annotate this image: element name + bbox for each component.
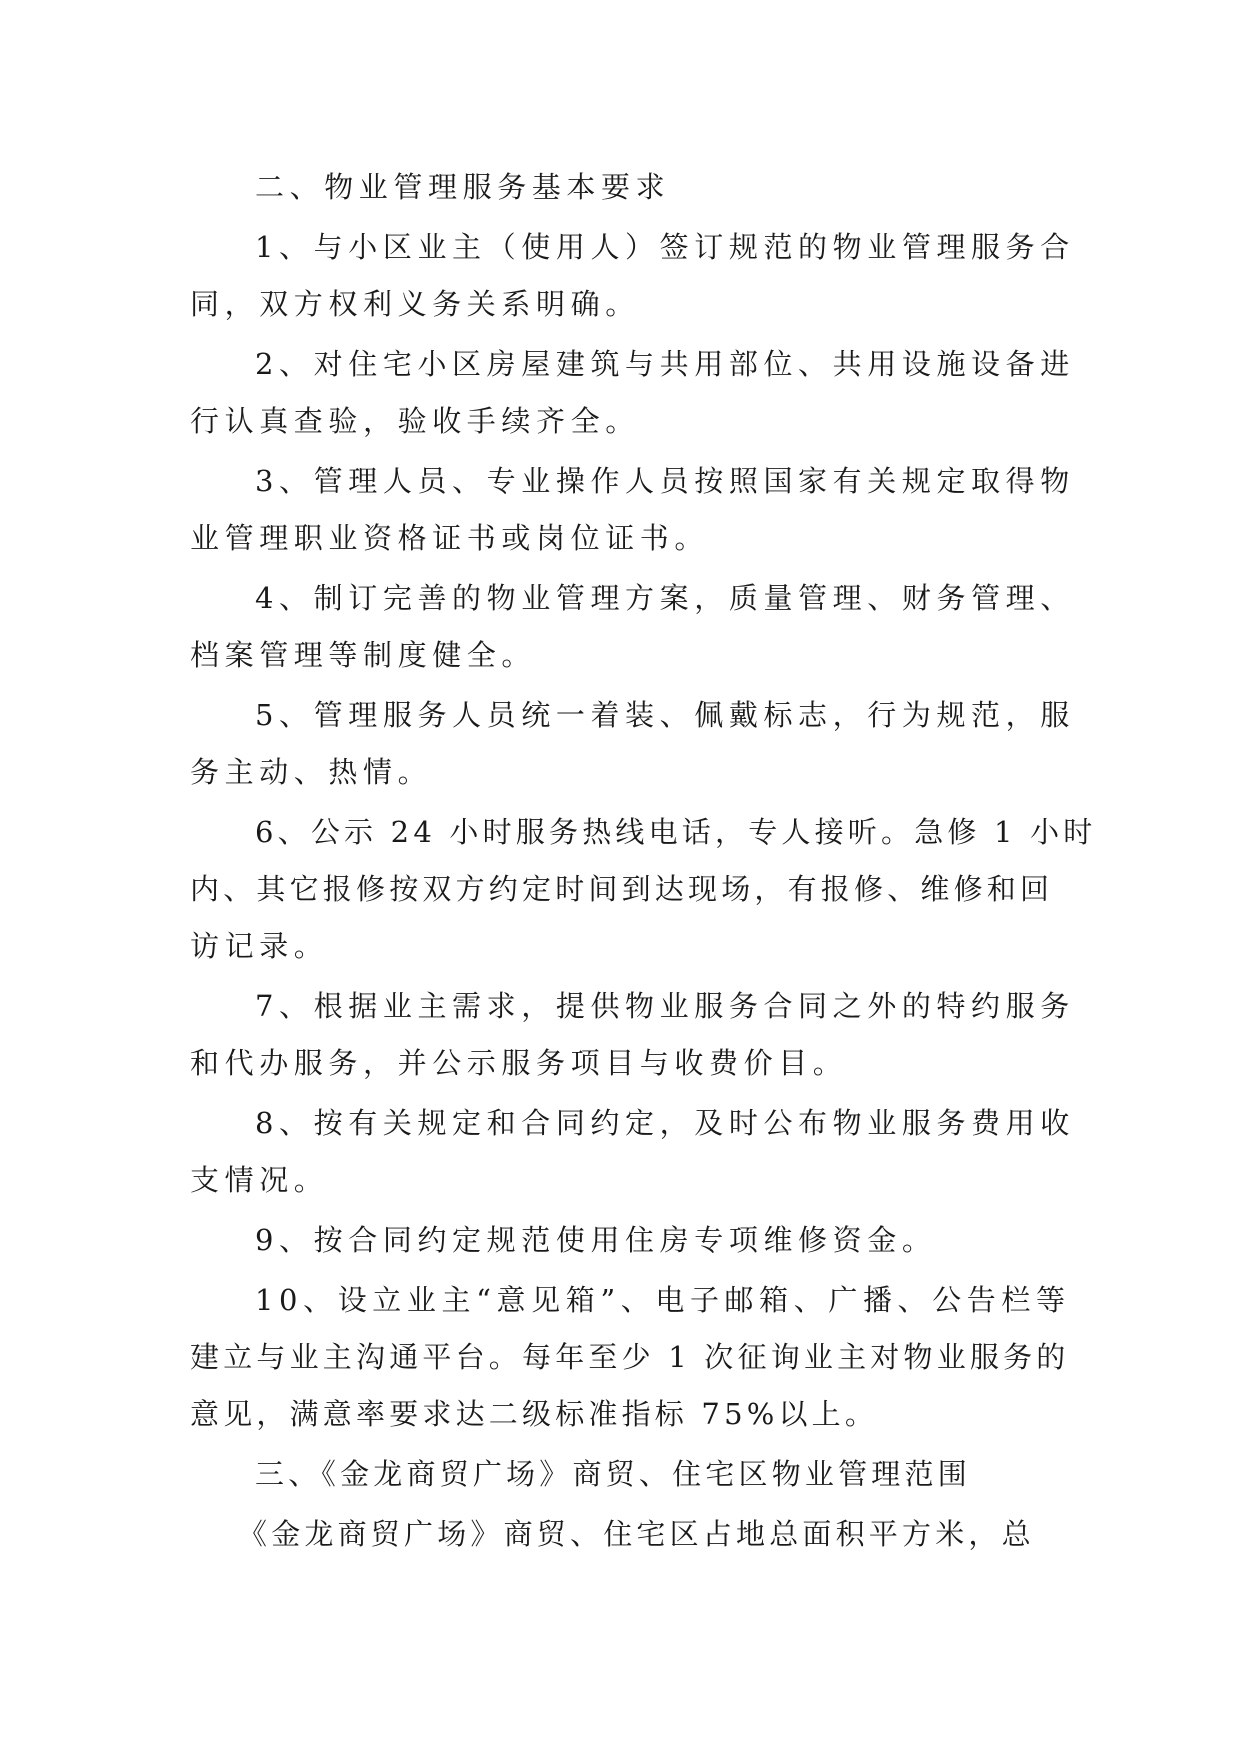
item-5-line-1: 5、管理服务人员统一着装、佩戴标志，行为规范，服 bbox=[255, 698, 1075, 732]
item-3-line-2: 业管理职业资格证书或岗位证书。 bbox=[190, 521, 710, 555]
item-7-line-2: 和代办服务，并公示服务项目与收费价目。 bbox=[190, 1046, 848, 1080]
item-10-line-1: 10、设立业主“意见箱”、电子邮箱、广播、公告栏等 bbox=[255, 1283, 1071, 1317]
item-8-line-2: 支情况。 bbox=[190, 1163, 329, 1197]
item-1-line-2: 同，双方权利义务关系明确。 bbox=[190, 287, 640, 321]
item-6-line-3: 访记录。 bbox=[190, 929, 329, 963]
item-4-line-1: 4、制订完善的物业管理方案，质量管理、财务管理、 bbox=[255, 581, 1075, 615]
section-heading-2: 二、物业管理服务基本要求 bbox=[255, 170, 671, 204]
item-8-line-1: 8、按有关规定和合同约定，及时公布物业服务费用收 bbox=[255, 1106, 1075, 1140]
item-6-line-2: 内、其它报修按双方约定时间到达现场，有报修、维修和回 bbox=[190, 872, 1054, 906]
item-4-line-2: 档案管理等制度健全。 bbox=[190, 638, 537, 672]
item-10-line-2: 建立与业主沟通平台。每年至少 1 次征询业主对物业服务的 bbox=[190, 1340, 1070, 1374]
section-heading-3: 三、《金龙商贸广场》商贸、住宅区物业管理范围 bbox=[255, 1457, 971, 1491]
item-2-line-2: 行认真查验，验收手续齐全。 bbox=[190, 404, 640, 438]
item-2-line-1: 2、对住宅小区房屋建筑与共用部位、共用设施设备进 bbox=[255, 347, 1075, 381]
item-9-line-1: 9、按合同约定规范使用住房专项维修资金。 bbox=[255, 1223, 937, 1257]
item-5-line-2: 务主动、热情。 bbox=[190, 755, 433, 789]
item-7-line-1: 7、根据业主需求，提供物业服务合同之外的特约服务 bbox=[255, 989, 1075, 1023]
section-3-line-1: 《金龙商贸广场》商贸、住宅区占地总面积平方米，总 bbox=[238, 1517, 1035, 1551]
item-3-line-1: 3、管理人员、专业操作人员按照国家有关规定取得物 bbox=[255, 464, 1075, 498]
item-6-line-1: 6、公示 24 小时服务热线电话，专人接听。急修 1 小时 bbox=[255, 815, 1097, 849]
item-1-line-1: 1、与小区业主（使用人）签订规范的物业管理服务合 bbox=[255, 230, 1075, 264]
item-10-line-3: 意见，满意率要求达二级标准指标 75%以上。 bbox=[190, 1397, 879, 1431]
